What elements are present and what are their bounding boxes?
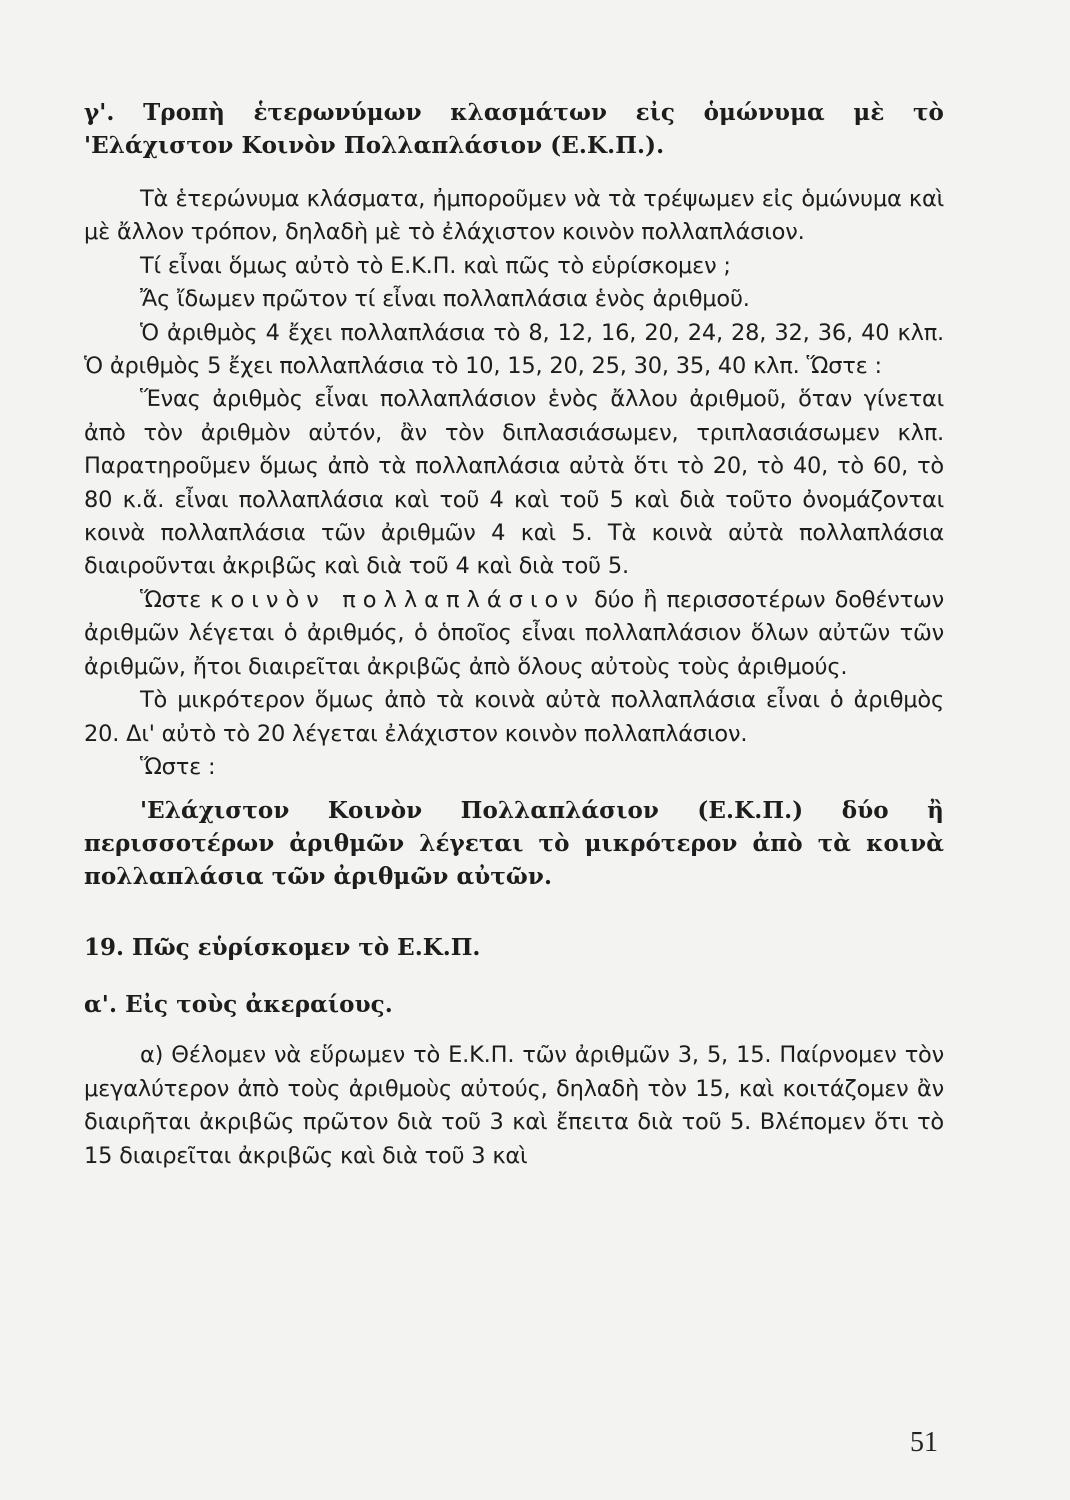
subsection-heading: γ'. Τροπὴ ἑτερωνύμων κλασμάτων εἰς ὁμώνυμα μὲ τὸ 'Ελάχιστον Κοινὸν Πολλαπλάσιον (Ε.Κ.Π.). — [84, 99, 944, 159]
paragraph: Ἄς ἴδωμεν πρῶτον τί εἶναι πολλαπλάσια ἑνὸς ἀριθμοῦ. — [140, 286, 750, 313]
paragraph-rest: δύο ἢ περισσοτέρων δοθέντων ἀριθμῶν λέγεται ὁ ἀριθμός, ὁ ὁποῖος εἶναι πολλαπλάσιον ὅλων αὐτῶν τῶν ἀριθμῶν, ἤτοι διαιρεῖται ἀκριβῶς ἀπὸ ὅλους αὐτοὺς τοὺς ἀριθμούς. — [84, 586, 945, 680]
paragraph: Τί εἶναι ὅμως αὐτὸ τὸ Ε.Κ.Π. καὶ πῶς τὸ εὑρίσκομεν ; — [140, 252, 731, 279]
section-subtitle: α'. Εἰς τοὺς ἀκεραίους. — [84, 991, 393, 1019]
definition: 'Ελάχιστον Κοινὸν Πολλαπλάσιον (Ε.Κ.Π.) δύο ἢ περισσοτέρων ἀριθμῶν λέγεται τὸ μικρότερον ἀπὸ τὰ κοινὰ πολλαπλάσια τῶν ἀριθμῶν αὐτῶν. — [84, 797, 944, 891]
paragraph — [84, 584, 944, 684]
section-title: 19. Πῶς εὑρίσκομεν τὸ Ε.Κ.Π. — [84, 934, 481, 962]
paragraph: Ὁ ἀριθμὸς 4 ἔχει πολλαπλάσια τὸ 8, 12, 16, 20, 24, 28, 32, 36, 40 κλπ. Ὁ ἀριθμὸς 5 ἔχει πολλαπλάσια τὸ 10, 15, 20, 25, 30, 35, 40 κλπ. Ὥστε : — [84, 319, 944, 380]
spaced-term: κοινὸν πολλαπλάσιον — [210, 586, 585, 613]
paragraph: α) Θέλομεν νὰ εὕρωμεν τὸ Ε.Κ.Π. τῶν ἀριθμῶν 3, 5, 15. Παίρνομεν τὸν μεγαλύτερον ἀπὸ τοὺς ἀριθμοὺς αὐτούς, δηλαδὴ τὸν 15, καὶ κοιτάζομεν ἂν διαιρῆται ἀκριβῶς πρῶτον διὰ τοῦ 3 καὶ ἔπειτα διὰ τοῦ 5. Βλέπομεν ὅτι τὸ 15 διαιρεῖται ἀκριβῶς καὶ διὰ τοῦ 3 καὶ — [84, 1042, 944, 1169]
paragraph-lead: Ὥστε — [140, 586, 202, 613]
page-number: 51 — [910, 1427, 938, 1458]
paragraph: Ἕνας ἀριθμὸς εἶναι πολλαπλάσιον ἑνὸς ἄλλου ἀριθμοῦ, ὅταν γίνεται ἀπὸ τὸν ἀριθμὸν αὐτόν, ἂν τὸν διπλασιάσωμεν, τριπλασιάσωμεν κλπ. Παρατηροῦμεν ὅμως ἀπὸ τὰ πολλαπλάσια αὐτὰ ὅτι τὸ 20, τὸ 40, τὸ 60, τὸ 80 κ.ἅ. εἶναι πολλαπλάσια καὶ τοῦ 4 καὶ τοῦ 5 καὶ διὰ τοῦτο ὀνομάζονται κοινὰ πολλαπλάσια τῶν ἀριθμῶν 4 καὶ 5. Τὰ κοινὰ αὐτὰ πολλαπλάσια διαιροῦνται ἀκριβῶς καὶ διὰ τοῦ 4 καὶ διὰ τοῦ 5. — [84, 386, 944, 580]
page-content — [84, 96, 944, 1173]
paragraph: Τὰ ἑτερώνυμα κλάσματα, ἠμποροῦμεν νὰ τὰ τρέψωμεν εἰς ὁμώνυμα καὶ μὲ ἄλλον τρόπον, δηλαδὴ μὲ τὸ ἐλάχιστον κοινὸν πολλαπλάσιον. — [84, 186, 944, 246]
paragraph: Ὥστε : — [140, 753, 216, 780]
paragraph: Τὸ μικρότερον ὅμως ἀπὸ τὰ κοινὰ αὐτὰ πολλαπλάσια εἶναι ὁ ἀριθμὸς 20. Δι' αὐτὸ τὸ 20 λέγεται ἐλάχιστον κοινὸν πολλαπλάσιον. — [84, 687, 944, 747]
